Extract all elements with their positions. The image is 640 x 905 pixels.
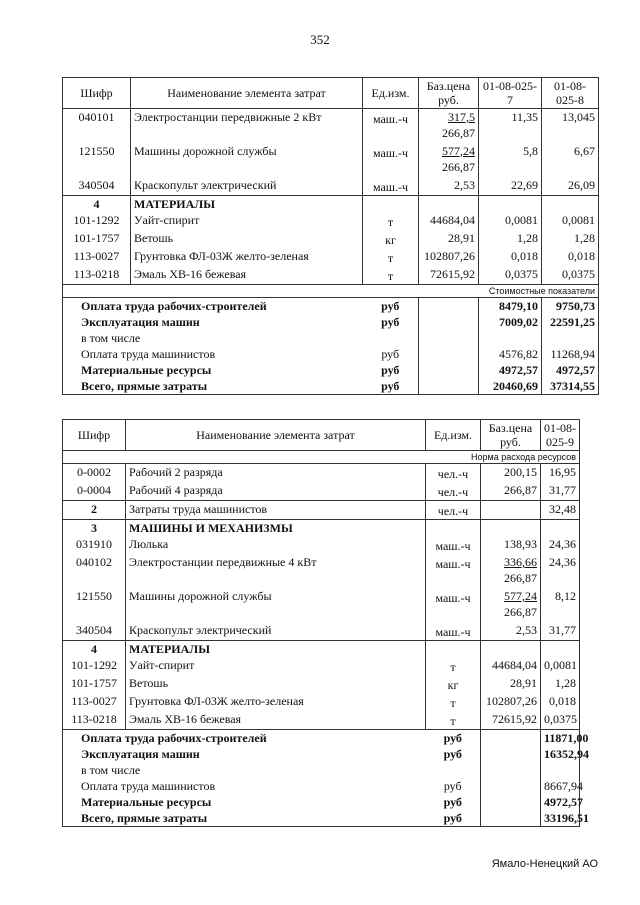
norm-value: 6,67: [542, 143, 599, 177]
summary-unit: руб: [426, 778, 481, 794]
summary-value: 37314,55: [542, 378, 599, 395]
summary-value: 4972,57: [542, 362, 599, 378]
row-price: [419, 212, 479, 230]
row-code: 040101: [63, 109, 131, 143]
row-unit: т: [363, 248, 419, 266]
row-price: [481, 501, 541, 520]
summary-unit: [363, 330, 419, 346]
row-name: Ветошь: [131, 230, 363, 248]
summary-unit: руб: [426, 794, 481, 810]
row-price: [419, 266, 479, 285]
summary-name: Материальные ресурсы: [63, 794, 426, 810]
row-unit: чел.-ч: [426, 482, 481, 501]
norm-value: 0,0375: [541, 711, 580, 730]
summary-unit: руб: [363, 362, 419, 378]
price-value: 28,91: [510, 676, 537, 690]
row-price: [481, 675, 541, 693]
row-name: Рабочий 2 разряда: [126, 464, 426, 483]
price-value: 577,24: [504, 589, 537, 603]
row-unit: маш.-ч: [426, 622, 481, 641]
empty-cell: [481, 762, 541, 778]
summary-value: 4972,57: [479, 362, 542, 378]
summary-name: Оплата труда рабочих-строителей: [63, 730, 426, 747]
page-number: 352: [310, 32, 330, 47]
row-unit: т: [426, 657, 481, 675]
row-code: 121550: [63, 143, 131, 177]
table-row: [63, 501, 580, 520]
row-unit: маш.-ч: [426, 536, 481, 554]
summary-unit: [426, 762, 481, 778]
norm-value: 31,77: [541, 622, 580, 641]
region-footer: Ямало-Ненецкий АО: [491, 858, 598, 870]
row-code: 0-0002: [63, 464, 126, 483]
summary-row: [63, 762, 580, 778]
column-header: 01-08-025-7: [479, 78, 542, 109]
column-header: Баз.цена руб.: [481, 420, 541, 451]
price-value: 72615,92: [492, 712, 537, 726]
row-unit: т: [426, 693, 481, 711]
norm-value: [541, 520, 580, 537]
norm-value: 1,28: [479, 230, 542, 248]
row-name: Грунтовка ФЛ-03Ж желто-зеленая: [126, 693, 426, 711]
row-price: [481, 588, 541, 622]
empty-cell: [419, 378, 479, 395]
row-code: 101-1292: [63, 212, 131, 230]
norm-value: 24,36: [541, 554, 580, 588]
row-code: 101-1757: [63, 675, 126, 693]
summary-row: [63, 378, 599, 395]
row-price: [481, 711, 541, 730]
row-price: [481, 554, 541, 588]
row-name: Затраты труда машинистов: [126, 501, 426, 520]
norm-value: 0,0081: [542, 212, 599, 230]
summary-row: [63, 330, 599, 346]
table-row: [63, 212, 599, 230]
summary-name: Эксплуатация машин: [63, 746, 426, 762]
norm-value: 13,045: [542, 109, 599, 143]
norm-value: 0,0375: [542, 266, 599, 285]
summary-row: [63, 746, 580, 762]
row-name: Машины дорожной службы: [131, 143, 363, 177]
row-unit: маш.-ч: [426, 554, 481, 588]
column-header: Ед.изм.: [426, 420, 481, 451]
norm-value: 0,0081: [479, 212, 542, 230]
empty-cell: [419, 314, 479, 330]
empty-cell: [419, 346, 479, 362]
price-secondary: 266,87: [504, 605, 537, 619]
table-row: [63, 711, 580, 730]
row-price: [481, 641, 541, 658]
row-code: 340504: [63, 177, 131, 196]
summary-value: 9750,73: [542, 297, 599, 314]
price-value: 266,87: [504, 483, 537, 497]
row-unit: маш.-ч: [426, 588, 481, 622]
empty-cell: [481, 778, 541, 794]
row-code: 101-1757: [63, 230, 131, 248]
summary-row: [63, 346, 599, 362]
row-price: [481, 482, 541, 501]
row-name: Краскопульт электрический: [131, 177, 363, 196]
row-unit: маш.-ч: [363, 177, 419, 196]
row-code: 4: [63, 641, 126, 658]
summary-row: [63, 297, 599, 314]
price-secondary: 266,87: [504, 571, 537, 585]
row-code: 340504: [63, 622, 126, 641]
column-header: Ед.изм.: [363, 78, 419, 109]
row-name: Ветошь: [126, 675, 426, 693]
empty-cell: [481, 810, 541, 827]
summary-row: [63, 314, 599, 330]
table-row: [63, 248, 599, 266]
table-row: [63, 482, 580, 501]
row-name: Краскопульт электрический: [126, 622, 426, 641]
table-header: [63, 420, 580, 451]
summary-row: [63, 778, 580, 794]
subheader: Стоимостные показатели: [63, 284, 599, 297]
row-price: [481, 622, 541, 641]
table-row: [63, 675, 580, 693]
row-unit: [426, 641, 481, 658]
summary-unit: руб: [363, 297, 419, 314]
row-code: 3: [63, 520, 126, 537]
norm-value: [541, 641, 580, 658]
row-name: МАШИНЫ И МЕХАНИЗМЫ: [126, 520, 426, 537]
norm-value: 8,12: [541, 588, 580, 622]
row-price: [481, 520, 541, 537]
price-secondary: 266,87: [442, 159, 475, 174]
table-row: [63, 622, 580, 641]
summary-name: Оплата труда рабочих-строителей: [63, 297, 363, 314]
row-name: Электростанции передвижные 2 кВт: [131, 109, 363, 143]
table-row: [63, 554, 580, 588]
row-name: Машины дорожной службы: [126, 588, 426, 622]
summary-name: в том числе: [63, 330, 363, 346]
summary-value: [541, 762, 580, 778]
row-price: [419, 109, 479, 143]
table-row: [63, 195, 599, 212]
price-value: 44684,04: [492, 658, 537, 672]
table-row: [63, 266, 599, 285]
price-secondary: 266,87: [442, 126, 475, 140]
summary-row: [63, 810, 580, 827]
summary-name: Всего, прямые затраты: [63, 810, 426, 827]
table-row: [63, 693, 580, 711]
summary-name: в том числе: [63, 762, 426, 778]
summary-value: 8479,10: [479, 297, 542, 314]
row-code: 040102: [63, 554, 126, 588]
price-value: 2,53: [454, 177, 475, 192]
column-header: Шифр: [63, 78, 131, 109]
row-name: Электростанции передвижные 4 кВт: [126, 554, 426, 588]
cost-table-1: [62, 77, 599, 395]
row-code: 113-0027: [63, 248, 131, 266]
norm-value: 0,0081: [541, 657, 580, 675]
norm-value: 24,36: [541, 536, 580, 554]
row-unit: т: [363, 266, 419, 285]
price-value: 577,24: [442, 143, 475, 158]
summary-name: Оплата труда машинистов: [63, 346, 363, 362]
row-unit: кг: [363, 230, 419, 248]
row-price: [419, 230, 479, 248]
empty-cell: [481, 730, 541, 747]
row-price: [481, 464, 541, 483]
norm-value: 0,018: [479, 248, 542, 266]
summary-unit: руб: [363, 346, 419, 362]
row-name: Уайт-спирит: [131, 212, 363, 230]
column-header: Наименование элемента затрат: [126, 420, 426, 451]
row-name: Эмаль ХВ-16 бежевая: [131, 266, 363, 285]
row-unit: т: [426, 711, 481, 730]
table-row: [63, 641, 580, 658]
norm-value: [479, 195, 542, 212]
summary-value: 7009,02: [479, 314, 542, 330]
summary-value: 33196,51: [541, 810, 580, 827]
price-value: 102807,26: [486, 694, 537, 708]
row-unit: [363, 195, 419, 212]
row-price: [419, 248, 479, 266]
row-unit: чел.-ч: [426, 464, 481, 483]
summary-row: [63, 794, 580, 810]
row-price: [419, 195, 479, 212]
norm-value: [542, 195, 599, 212]
row-name: МАТЕРИАЛЫ: [131, 195, 363, 212]
summary-value: 11871,00: [541, 730, 580, 747]
row-code: 113-0218: [63, 711, 126, 730]
norm-value: 32,48: [541, 501, 580, 520]
row-unit: чел.-ч: [426, 501, 481, 520]
empty-cell: [481, 746, 541, 762]
column-header: Шифр: [63, 420, 126, 451]
row-code: 121550: [63, 588, 126, 622]
table-row: [63, 177, 599, 196]
summary-value: 11268,94: [542, 346, 599, 362]
norm-value: 1,28: [542, 230, 599, 248]
row-price: [481, 693, 541, 711]
row-name: Люлька: [126, 536, 426, 554]
norm-value: 0,0375: [479, 266, 542, 285]
row-unit: т: [363, 212, 419, 230]
table-row: [63, 143, 599, 177]
row-name: МАТЕРИАЛЫ: [126, 641, 426, 658]
summary-row: [63, 730, 580, 747]
column-header: Наименование элемента затрат: [131, 78, 363, 109]
summary-unit: руб: [426, 746, 481, 762]
price-value: 336,66: [504, 555, 537, 569]
summary-unit: руб: [363, 378, 419, 395]
summary-unit: руб: [426, 810, 481, 827]
row-price: [419, 143, 479, 177]
row-code: 113-0027: [63, 693, 126, 711]
row-code: 113-0218: [63, 266, 131, 285]
summary-unit: руб: [363, 314, 419, 330]
cost-table-2: [62, 419, 589, 827]
summary-name: Оплата труда машинистов: [63, 778, 426, 794]
row-unit: маш.-ч: [363, 109, 419, 143]
table-row: [63, 588, 580, 622]
norm-value: 0,018: [541, 693, 580, 711]
column-header: 01-08-025-9: [541, 420, 580, 451]
price-value: 200,15: [504, 465, 537, 479]
price-value: 44684,04: [430, 212, 475, 227]
row-code: 2: [63, 501, 126, 520]
summary-value: 16352,94: [541, 746, 580, 762]
subheader: Норма расхода ресурсов: [63, 451, 580, 464]
row-code: 031910: [63, 536, 126, 554]
summary-row: [63, 362, 599, 378]
table-row: [63, 109, 599, 143]
norm-value: 0,018: [542, 248, 599, 266]
empty-cell: [419, 362, 479, 378]
summary-name: Эксплуатация машин: [63, 314, 363, 330]
summary-name: Всего, прямые затраты: [63, 378, 363, 395]
table-row: [63, 536, 580, 554]
price-value: 102807,26: [424, 248, 475, 263]
table-row: [63, 230, 599, 248]
price-value: 317,5: [448, 110, 475, 124]
column-header: 01-08-025-8: [542, 78, 599, 109]
table-row: [63, 464, 580, 483]
summary-value: 20460,69: [479, 378, 542, 395]
column-header: Баз.цена руб.: [419, 78, 479, 109]
summary-value: 4576,82: [479, 346, 542, 362]
row-unit: маш.-ч: [363, 143, 419, 177]
empty-cell: [419, 330, 479, 346]
row-name: Эмаль ХВ-16 бежевая: [126, 711, 426, 730]
table-row: [63, 520, 580, 537]
row-name: Уайт-спирит: [126, 657, 426, 675]
summary-value: [542, 330, 599, 346]
price-value: 72615,92: [430, 266, 475, 281]
summary-name: Материальные ресурсы: [63, 362, 363, 378]
norm-value: 16,95: [541, 464, 580, 483]
summary-value: 22591,25: [542, 314, 599, 330]
price-value: 28,91: [448, 230, 475, 245]
table-row: [63, 657, 580, 675]
row-code: 0-0004: [63, 482, 126, 501]
summary-value: 8667,94: [541, 778, 580, 794]
row-price: [481, 657, 541, 675]
row-price: [481, 536, 541, 554]
norm-value: 11,35: [479, 109, 542, 143]
empty-cell: [419, 297, 479, 314]
row-code: 4: [63, 195, 131, 212]
price-value: 138,93: [504, 537, 537, 551]
empty-cell: [481, 794, 541, 810]
summary-value: 4972,57: [541, 794, 580, 810]
row-unit: [426, 520, 481, 537]
table-header: [63, 78, 599, 109]
row-name: Рабочий 4 разряда: [126, 482, 426, 501]
summary-value: [479, 330, 542, 346]
norm-value: 5,8: [479, 143, 542, 177]
norm-value: 1,28: [541, 675, 580, 693]
norm-value: 31,77: [541, 482, 580, 501]
row-code: 101-1292: [63, 657, 126, 675]
row-name: Грунтовка ФЛ-03Ж желто-зеленая: [131, 248, 363, 266]
price-value: 2,53: [516, 623, 537, 637]
row-unit: кг: [426, 675, 481, 693]
norm-value: 26,09: [542, 177, 599, 196]
norm-value: 22,69: [479, 177, 542, 196]
summary-unit: руб: [426, 730, 481, 747]
row-price: [419, 177, 479, 196]
